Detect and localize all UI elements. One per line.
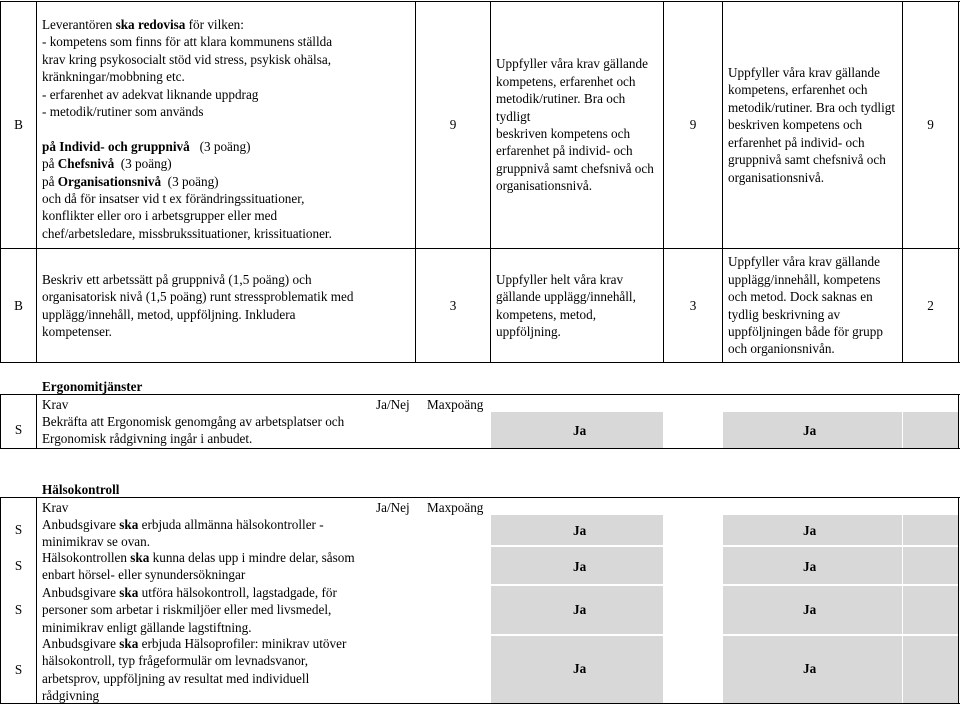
section-title: Hälsokontroll — [42, 482, 120, 497]
gray-cell — [903, 515, 958, 545]
evaluation-comment: Uppfyller våra krav gällande kompetens, erfarenhet och metodik/rutiner. Bra och tydligt beskriven kompetens och erfarenhet på individ- och gruppnivå samt chefsnivå och organisationsnivå. — [728, 65, 896, 185]
gray-cell — [903, 547, 958, 584]
evaluation-comment: Uppfyller våra krav gällande upplägg/innehåll, kompetens och metod. Dock saknas en tydlig beskrivning av uppföljningen både för grupp och organionsnivån. — [728, 254, 883, 357]
answer: Ja — [803, 523, 817, 538]
answer: Ja — [803, 661, 817, 676]
score: 2 — [927, 297, 934, 313]
answer: Ja — [803, 602, 817, 617]
row-type-label: S — [14, 602, 23, 618]
column-header-krav: Krav — [42, 397, 69, 412]
max-score: 3 — [449, 297, 457, 313]
column-header-ja-nej: Ja/Nej — [376, 500, 410, 515]
column-header-maxpoang: Maxpoäng — [427, 397, 484, 412]
answer: Ja — [573, 423, 587, 438]
answer: Ja — [803, 559, 817, 574]
answer: Ja — [803, 423, 817, 438]
row-type-label: S — [14, 557, 23, 573]
gray-cell — [903, 636, 958, 703]
gray-cell — [903, 586, 958, 634]
row-type-label: S — [14, 422, 23, 438]
row-type-label: B — [14, 297, 23, 313]
column-header-ja-nej: Ja/Nej — [376, 397, 410, 412]
answer: Ja — [573, 602, 587, 617]
gray-cell — [903, 412, 958, 448]
score: 9 — [927, 117, 934, 133]
column-header-maxpoang: Maxpoäng — [427, 500, 484, 515]
requirement-text: Anbudsgivare ska utföra hälsokontroll, lagstadgade, för personer som arbetar i riskmiljöer eller med livsmedel, minimikrav enligt gällande lagstiftning. — [42, 585, 337, 635]
evaluation-comment: Uppfyller våra krav gällande kompetens, erfarenhet och metodik/rutiner. Bra och tydligt beskriven kompetens och erfarenhet på individ- och gruppnivå samt chefsnivå och organisationsnivå. — [496, 56, 654, 194]
requirement-text: Beskriv ett arbetssätt på gruppnivå (1,5 poäng) och organisatorisk nivå (1,5 poäng) runt stressproblematik med upplägg/innehåll, metod, uppföljning. Inkludera kompetenser. — [42, 271, 354, 339]
answer: Ja — [573, 559, 587, 574]
row-type-label: S — [14, 661, 23, 677]
requirement-text: Anbudsgivare ska erbjuda allmänna hälsokontroller - minimikrav se ovan. — [42, 517, 324, 550]
requirement-text: Hälsokontrollen ska kunna delas upp i mindre delar, såsom enbart hörsel- eller synundersökningar — [42, 550, 355, 583]
evaluation-comment: Uppfyller helt våra krav gällande upplägg/innehåll, kompetens, metod, uppföljning. — [496, 271, 636, 339]
requirement-text: Bekräfta att Ergonomisk genomgång av arbetsplatser och Ergonomisk rådgivning ingår i anbudet. — [42, 414, 345, 447]
score: 3 — [689, 297, 697, 313]
answer: Ja — [573, 661, 587, 676]
requirement-text: Leverantören ska redovisa för vilken: - kompetens som finns för att klara kommunens ställda krav kring psykosocialt stöd vid stress, psykisk ohälsa, kränkningar/mobbning etc. - erfarenhet av adekvat liknande uppdrag - metodik/rutiner som används på Individ- och gruppnivå (3 poäng) på Chefsnivå (3 poäng) på Organisationsnivå (3 poäng) och då för insatser vid t ex förändringssituationer, konflikter eller oro i arbetsgrupper eller med chef/arbetsledare, missbrukssituationer, krissituationer. — [42, 17, 333, 241]
requirement-text: Anbudsgivare ska erbjuda Hälsoprofiler: minikrav utöver hälsokontroll, typ frågeformulär om levnadsvanor, arbetsprov, uppföljning av resultat med individuell rådgivning — [42, 636, 347, 704]
row-type-label: S — [14, 522, 23, 538]
column-header-krav: Krav — [42, 500, 69, 515]
section-title: Ergonomitjänster — [42, 379, 143, 394]
max-score: 9 — [449, 117, 457, 133]
row-type-label: B — [14, 117, 23, 133]
score: 9 — [689, 117, 697, 133]
answer: Ja — [573, 523, 587, 538]
